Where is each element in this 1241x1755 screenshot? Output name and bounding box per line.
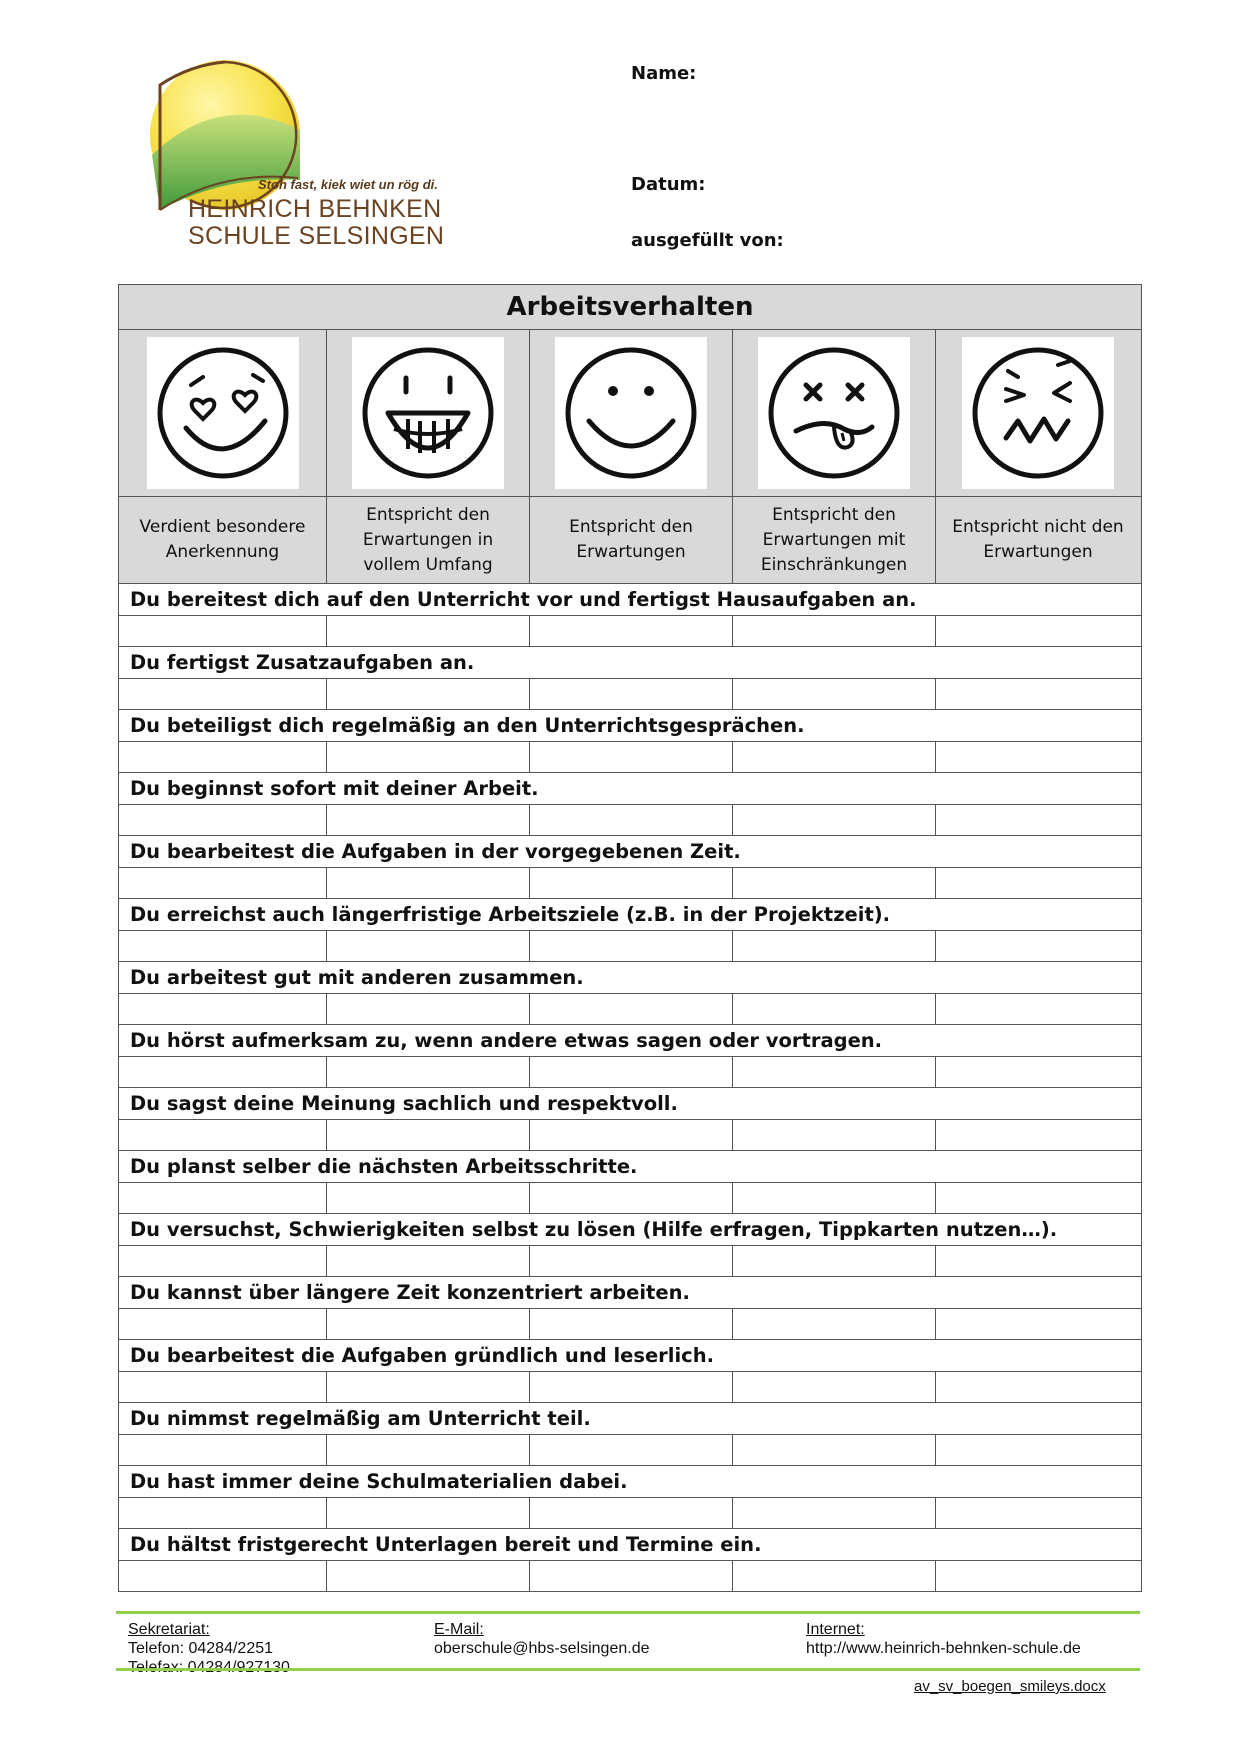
rating-cell[interactable]	[119, 1057, 327, 1087]
statement-text: Du kannst über längere Zeit konzentriert arbeiten.	[119, 1277, 1141, 1309]
rating-cell[interactable]	[119, 679, 327, 709]
rating-cell[interactable]	[936, 679, 1140, 709]
statement-text: Du versuchst, Schwierigkeiten selbst zu lösen (Hilfe erfragen, Tippkarten nutzen…).	[119, 1214, 1141, 1246]
rating-cell[interactable]	[119, 994, 327, 1024]
rating-cell[interactable]	[936, 1435, 1140, 1465]
rating-cell[interactable]	[119, 1183, 327, 1213]
footer-bottom-line	[116, 1668, 1140, 1671]
statement-rows	[119, 584, 1141, 1591]
rating-cell[interactable]	[119, 1372, 327, 1402]
rating-cell[interactable]	[936, 805, 1140, 835]
rating-cell[interactable]	[733, 1246, 936, 1276]
statement-text: Du fertigst Zusatzaufgaben an.	[119, 647, 1141, 679]
statement-text: Du bearbeitest die Aufgaben in der vorgegebenen Zeit.	[119, 836, 1141, 868]
rating-cell[interactable]	[733, 1057, 936, 1087]
rating-cell[interactable]	[530, 1120, 733, 1150]
evaluation-table	[118, 284, 1142, 1592]
statement-text: Du hältst fristgerecht Unterlagen bereit und Termine ein.	[119, 1529, 1141, 1561]
big-grin-smiley-icon	[358, 343, 498, 483]
rating-cell[interactable]	[327, 1120, 530, 1150]
rating-cell[interactable]	[327, 1246, 530, 1276]
rating-cell[interactable]	[733, 1183, 936, 1213]
rating-cell[interactable]	[530, 1057, 733, 1087]
rating-cell[interactable]	[119, 931, 327, 961]
name-field-label: Name:	[631, 63, 697, 84]
logo-name-line2: SCHULE SELSINGEN	[188, 222, 445, 250]
statement-block	[119, 1151, 1141, 1214]
statement-block	[119, 836, 1141, 899]
rating-row	[119, 1561, 1141, 1591]
tongue-out-smiley-icon	[764, 343, 904, 483]
table-title: Arbeitsverhalten	[119, 285, 1141, 330]
rating-cell[interactable]	[936, 616, 1140, 646]
label-nicht-erwartungen: Entspricht nicht den Erwartungen	[952, 517, 1124, 562]
statement-text: Du erreichst auch längerfristige Arbeitsziele (z.B. in der Projektzeit).	[119, 899, 1141, 931]
rating-cell[interactable]	[327, 1561, 530, 1591]
rating-row	[119, 805, 1141, 836]
rating-row	[119, 1183, 1141, 1214]
rating-cell[interactable]	[936, 994, 1140, 1024]
statement-text: Du hörst aufmerksam zu, wenn andere etwas sagen oder vortragen.	[119, 1025, 1141, 1057]
rating-cell[interactable]	[733, 931, 936, 961]
smiley-row	[119, 330, 1141, 497]
rating-row	[119, 1372, 1141, 1403]
label-besondere-anerkennung: Verdient besondere Anerkennung	[119, 497, 327, 583]
statement-text: Du hast immer deine Schulmaterialien dabei.	[119, 1466, 1141, 1498]
rating-cell[interactable]	[327, 616, 530, 646]
rating-row	[119, 616, 1141, 647]
rating-cell[interactable]	[936, 1120, 1140, 1150]
rating-row	[119, 1498, 1141, 1529]
rating-row	[119, 868, 1141, 899]
rating-cell[interactable]	[119, 868, 327, 898]
rating-cell[interactable]	[530, 742, 733, 772]
grimace-smiley-icon	[968, 343, 1108, 483]
footer-internet-label: Internet:	[806, 1621, 865, 1638]
rating-cell[interactable]	[936, 931, 1140, 961]
school-logo	[130, 60, 450, 260]
rating-row	[119, 742, 1141, 773]
rating-cell[interactable]	[530, 1309, 733, 1339]
footer-telefon: Telefon: 04284/2251	[128, 1640, 274, 1657]
rating-cell[interactable]	[530, 1561, 733, 1591]
rating-cell[interactable]	[327, 1183, 530, 1213]
rating-cell[interactable]	[733, 1561, 936, 1591]
rating-cell[interactable]	[119, 1246, 327, 1276]
statement-block	[119, 1277, 1141, 1340]
label-vollem-umfang: Entspricht den Erwartungen in vollem Umfang	[327, 497, 530, 583]
statement-block	[119, 1466, 1141, 1529]
footer-internet	[806, 1620, 1081, 1658]
rating-cell[interactable]	[733, 679, 936, 709]
statement-block	[119, 773, 1141, 836]
rating-cell[interactable]	[327, 1498, 530, 1528]
statement-block	[119, 647, 1141, 710]
statement-text: Du sagst deine Meinung sachlich und respektvoll.	[119, 1088, 1141, 1120]
statement-block	[119, 710, 1141, 773]
statement-block	[119, 1403, 1141, 1466]
statement-block	[119, 1214, 1141, 1277]
rating-row	[119, 1246, 1141, 1277]
footer-email-label: E-Mail:	[434, 1621, 484, 1638]
statement-text: Du bereitest dich auf den Unterricht vor und fertigst Hausaufgaben an.	[119, 584, 1141, 616]
rating-cell[interactable]	[530, 1246, 733, 1276]
rating-cell[interactable]	[119, 1498, 327, 1528]
statement-block	[119, 584, 1141, 647]
rating-cell[interactable]	[530, 805, 733, 835]
rating-cell[interactable]	[119, 616, 327, 646]
document-filename: av_sv_boegen_smileys.docx	[914, 1678, 1106, 1695]
statement-text: Du nimmst regelmäßig am Unterricht teil.	[119, 1403, 1141, 1435]
footer-email	[434, 1620, 649, 1658]
rating-cell[interactable]	[327, 742, 530, 772]
rating-cell[interactable]	[733, 994, 936, 1024]
heart-eyes-smiley-icon	[153, 343, 293, 483]
statement-text: Du beginnst sofort mit deiner Arbeit.	[119, 773, 1141, 805]
statement-block	[119, 1340, 1141, 1403]
rating-row	[119, 1057, 1141, 1088]
label-einschraenkungen: Entspricht den Erwartungen mit Einschränkungen	[733, 497, 936, 583]
rating-cell[interactable]	[733, 616, 936, 646]
rating-cell[interactable]	[733, 1435, 936, 1465]
logo-slogan: Stoh fast, kiek wiet un rög di.	[258, 177, 438, 192]
statement-text: Du beteiligst dich regelmäßig an den Unterrichtsgesprächen.	[119, 710, 1141, 742]
ausgefuellt-field-label: ausgefüllt von:	[631, 230, 784, 251]
rating-cell[interactable]	[530, 1183, 733, 1213]
rating-cell[interactable]	[936, 1057, 1140, 1087]
rating-cell[interactable]	[936, 1372, 1140, 1402]
rating-cell[interactable]	[530, 616, 733, 646]
rating-cell[interactable]	[530, 931, 733, 961]
rating-row	[119, 679, 1141, 710]
statement-block	[119, 1529, 1141, 1591]
statement-text: Du bearbeitest die Aufgaben gründlich und leserlich.	[119, 1340, 1141, 1372]
rating-cell[interactable]	[530, 1372, 733, 1402]
rating-cell[interactable]	[119, 1309, 327, 1339]
rating-cell[interactable]	[327, 1057, 530, 1087]
rating-cell[interactable]	[936, 1246, 1140, 1276]
rating-cell[interactable]	[119, 1435, 327, 1465]
rating-labels-row	[119, 497, 1141, 584]
rating-cell[interactable]	[530, 1435, 733, 1465]
footer-internet-url[interactable]: http://www.heinrich-behnken-schule.de	[806, 1640, 1081, 1657]
rating-cell[interactable]	[733, 742, 936, 772]
rating-cell[interactable]	[327, 805, 530, 835]
rating-cell[interactable]	[327, 1309, 530, 1339]
rating-cell[interactable]	[936, 742, 1140, 772]
footer-sekretariat-label: Sekretariat:	[128, 1621, 210, 1638]
statement-block	[119, 1025, 1141, 1088]
datum-field-label: Datum:	[631, 174, 706, 195]
rating-cell[interactable]	[327, 1372, 530, 1402]
footer-top-line	[116, 1611, 1140, 1614]
statement-text: Du arbeitest gut mit anderen zusammen.	[119, 962, 1141, 994]
rating-row	[119, 931, 1141, 962]
rating-cell[interactable]	[936, 868, 1140, 898]
rating-cell[interactable]	[327, 1435, 530, 1465]
smile-smiley-icon	[561, 343, 701, 483]
rating-cell[interactable]	[733, 805, 936, 835]
rating-row	[119, 1120, 1141, 1151]
rating-cell[interactable]	[327, 679, 530, 709]
rating-cell[interactable]	[530, 868, 733, 898]
rating-row	[119, 994, 1141, 1025]
rating-cell[interactable]	[936, 1309, 1140, 1339]
rating-row	[119, 1435, 1141, 1466]
rating-cell[interactable]	[936, 1498, 1140, 1528]
rating-cell[interactable]	[733, 868, 936, 898]
statement-text: Du planst selber die nächsten Arbeitsschritte.	[119, 1151, 1141, 1183]
rating-cell[interactable]	[733, 1309, 936, 1339]
rating-row	[119, 1309, 1141, 1340]
rating-cell[interactable]	[119, 742, 327, 772]
rating-cell[interactable]	[119, 805, 327, 835]
rating-cell[interactable]	[119, 1120, 327, 1150]
rating-cell[interactable]	[327, 994, 530, 1024]
rating-cell[interactable]	[530, 1498, 733, 1528]
rating-cell[interactable]	[327, 931, 530, 961]
statement-block	[119, 899, 1141, 962]
rating-cell[interactable]	[733, 1120, 936, 1150]
rating-cell[interactable]	[936, 1561, 1140, 1591]
statement-block	[119, 1088, 1141, 1151]
label-erwartungen: Entspricht den Erwartungen	[530, 497, 733, 583]
rating-cell[interactable]	[530, 679, 733, 709]
rating-cell[interactable]	[936, 1183, 1140, 1213]
footer-email-address[interactable]: oberschule@hbs-selsingen.de	[434, 1640, 650, 1657]
rating-cell[interactable]	[119, 1561, 327, 1591]
rating-cell[interactable]	[327, 868, 530, 898]
logo-name-line1: HEINRICH BEHNKEN	[188, 195, 442, 223]
rating-cell[interactable]	[733, 1498, 936, 1528]
rating-cell[interactable]	[530, 994, 733, 1024]
rating-cell[interactable]	[733, 1372, 936, 1402]
statement-block	[119, 962, 1141, 1025]
